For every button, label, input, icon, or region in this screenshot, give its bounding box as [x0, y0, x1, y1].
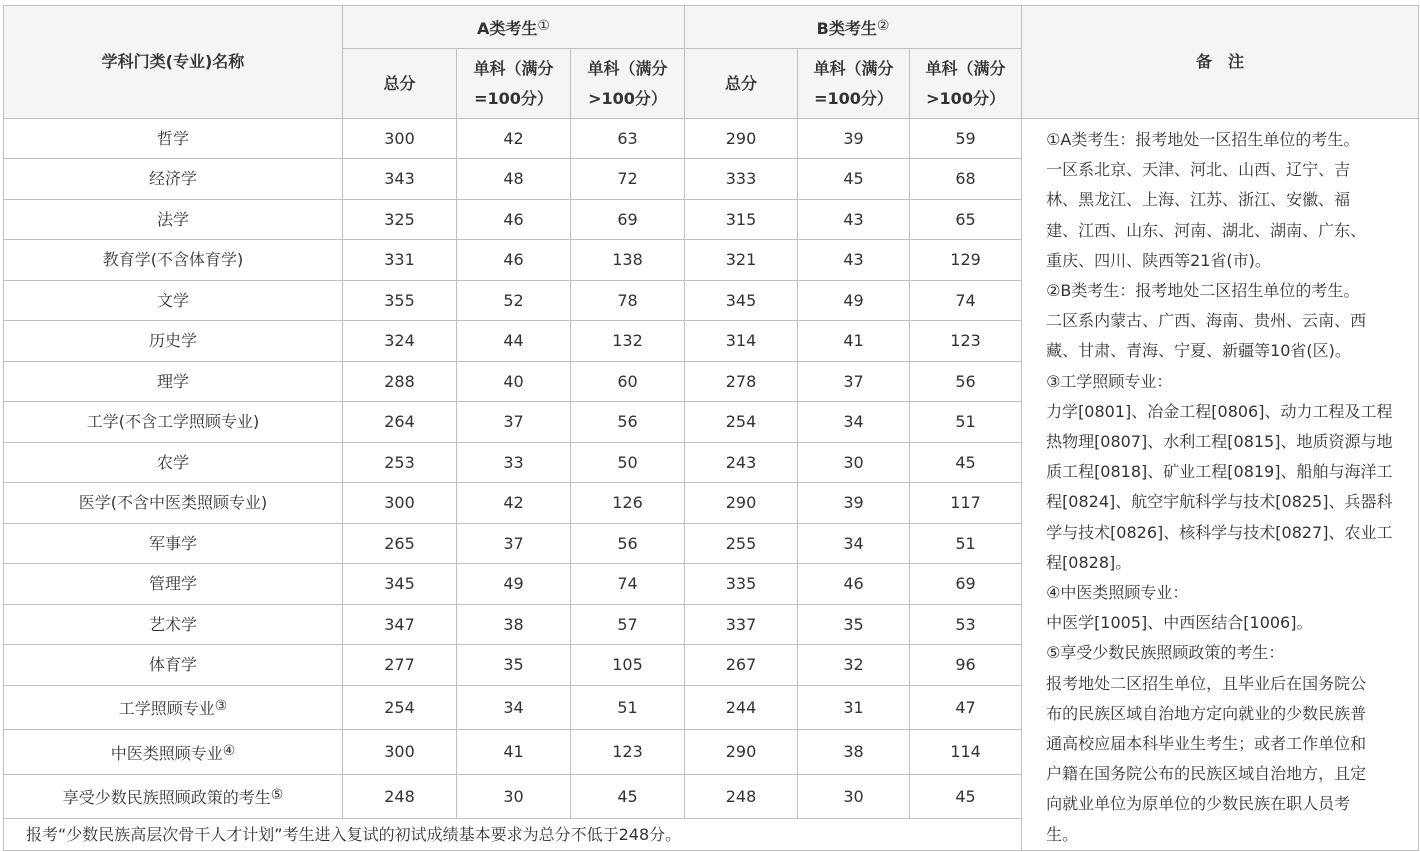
- score-a-s100: 34: [457, 685, 571, 730]
- subject-name-text: 哲学: [156, 128, 189, 148]
- remark-line: 重庆、四川、陕西等21省(市)。: [1046, 250, 1271, 270]
- subject-name: [4, 119, 343, 159]
- remarks-cell: [1022, 119, 1419, 851]
- header-a-single-100: 单科（满分 =100分）: [457, 49, 571, 119]
- score-a-total: 355: [343, 280, 457, 320]
- score-b-s100: 30: [798, 442, 910, 482]
- score-b-total: 243: [685, 442, 798, 482]
- score-b-s100: 37: [798, 361, 910, 401]
- score-a-sover: 56: [571, 523, 685, 563]
- remark-line: 户籍在国务院公布的民族区域自治地方，且定: [1046, 764, 1367, 784]
- score-a-total: 325: [343, 199, 457, 239]
- remark-line: 程[0824]、航空宇航科学与技术[0825]、兵器科: [1046, 492, 1393, 512]
- score-a-total: 254: [343, 685, 457, 730]
- score-b-sover: 96: [910, 645, 1022, 685]
- score-a-sover: 63: [571, 119, 685, 159]
- score-b-total: 290: [685, 483, 798, 523]
- footnote-mark: ④: [222, 742, 236, 759]
- footnote-mark: ⑤: [270, 787, 284, 804]
- remark-line: 二区系内蒙古、广西、海南、贵州、云南、西: [1046, 311, 1367, 331]
- table-body: [4, 119, 1419, 851]
- score-a-sover: 138: [571, 240, 685, 280]
- subject-name: [4, 730, 343, 775]
- footnote-mark: ③: [214, 698, 228, 715]
- subject-name: [4, 361, 343, 401]
- score-b-total: 335: [685, 564, 798, 604]
- score-b-total: 290: [685, 119, 798, 159]
- subject-name-text: 工学(不含工学照顾专业): [86, 412, 260, 432]
- remark-line: 质工程[0818]、矿业工程[0819]、船舶与海洋工: [1046, 462, 1393, 482]
- score-a-s100: 30: [457, 774, 571, 819]
- score-b-total: 290: [685, 730, 798, 775]
- subject-name: [4, 159, 343, 199]
- score-b-s100: 32: [798, 645, 910, 685]
- score-b-sover: 47: [910, 685, 1022, 730]
- score-a-s100: 46: [457, 240, 571, 280]
- score-b-s100: 43: [798, 199, 910, 239]
- header-group-b: B类考生②: [685, 6, 1022, 49]
- header-subject: 学科门类(专业)名称: [4, 6, 343, 119]
- score-b-sover: 51: [910, 402, 1022, 442]
- remark-line: 林、黑龙江、上海、江苏、浙江、安徽、福: [1046, 190, 1351, 210]
- score-a-total: 331: [343, 240, 457, 280]
- header-remarks: 备 注: [1022, 6, 1419, 119]
- remark-line: 建、江西、山东、河南、湖北、湖南、广东、: [1046, 220, 1367, 240]
- score-a-total: 324: [343, 321, 457, 361]
- subject-name: [4, 321, 343, 361]
- score-b-sover: 59: [910, 119, 1022, 159]
- score-a-total: 300: [343, 119, 457, 159]
- score-b-total: 254: [685, 402, 798, 442]
- subject-name: [4, 564, 343, 604]
- header-group-a: A类考生①: [343, 6, 685, 49]
- score-b-sover: 68: [910, 159, 1022, 199]
- remark-line: 报考地处二区招生单位，且毕业后在国务院公: [1046, 673, 1367, 693]
- score-a-total: 264: [343, 402, 457, 442]
- subject-name-text: 农学: [156, 452, 189, 472]
- score-a-sover: 78: [571, 280, 685, 320]
- subject-name-text: 管理学: [148, 574, 197, 594]
- score-a-sover: 60: [571, 361, 685, 401]
- subject-name: [4, 523, 343, 563]
- score-b-sover: 51: [910, 523, 1022, 563]
- score-b-s100: 35: [798, 604, 910, 644]
- score-a-sover: 72: [571, 159, 685, 199]
- remark-line: 生。: [1046, 824, 1079, 844]
- score-a-total: 343: [343, 159, 457, 199]
- score-a-total: 300: [343, 483, 457, 523]
- score-b-total: 315: [685, 199, 798, 239]
- subject-name: [4, 483, 343, 523]
- subject-name-text: 文学: [156, 290, 189, 310]
- score-b-s100: 31: [798, 685, 910, 730]
- score-b-s100: 38: [798, 730, 910, 775]
- subject-name: [4, 774, 343, 819]
- subject-name-text: 享受少数民族照顾政策的考生: [62, 788, 271, 808]
- score-b-s100: 43: [798, 240, 910, 280]
- subject-name: [4, 645, 343, 685]
- score-b-sover: 69: [910, 564, 1022, 604]
- subject-name-text: 军事学: [148, 533, 197, 553]
- score-b-s100: 45: [798, 159, 910, 199]
- score-b-sover: 74: [910, 280, 1022, 320]
- subject-name-text: 艺术学: [148, 614, 197, 634]
- score-b-total: 267: [685, 645, 798, 685]
- remark-line: 程[0828]。: [1046, 552, 1132, 572]
- header-a-single-over: 单科（满分 >100分）: [571, 49, 685, 119]
- score-a-s100: 35: [457, 645, 571, 685]
- remark-line: 布的民族区域自治地方定向就业的少数民族普: [1046, 703, 1367, 723]
- subject-name-text: 教育学(不含体育学): [102, 250, 244, 270]
- remark-line: 力学[0801]、冶金工程[0806]、动力工程及工程: [1046, 401, 1393, 421]
- score-b-sover: 45: [910, 774, 1022, 819]
- score-a-sover: 56: [571, 402, 685, 442]
- subject-name-text: 经济学: [148, 169, 197, 189]
- remark-line: 通高校应届本科毕业生考生；或者工作单位和: [1046, 734, 1367, 754]
- subject-name-text: 法学: [156, 209, 189, 229]
- subject-name: [4, 199, 343, 239]
- score-a-s100: 48: [457, 159, 571, 199]
- score-a-sover: 126: [571, 483, 685, 523]
- score-b-sover: 123: [910, 321, 1022, 361]
- table-row: [4, 119, 1419, 159]
- score-a-s100: 40: [457, 361, 571, 401]
- score-a-sover: 45: [571, 774, 685, 819]
- score-b-sover: 56: [910, 361, 1022, 401]
- footer-note: 报考“少数民族高层次骨干人才计划”考生进入复试的初试成绩基本要求为总分不低于248分。: [4, 819, 1022, 851]
- remark-line: 学与技术[0826]、核科学与技术[0827]、农业工: [1046, 522, 1393, 542]
- subject-name: [4, 685, 343, 730]
- score-a-sover: 69: [571, 199, 685, 239]
- remark-line: 一区系北京、天津、河北、山西、辽宁、吉: [1046, 160, 1351, 180]
- score-a-total: 288: [343, 361, 457, 401]
- remark-line: 向就业单位为原单位的少数民族在职人员考: [1046, 794, 1351, 814]
- score-a-sover: 132: [571, 321, 685, 361]
- score-b-sover: 65: [910, 199, 1022, 239]
- score-a-total: 345: [343, 564, 457, 604]
- score-a-sover: 123: [571, 730, 685, 775]
- score-b-s100: 30: [798, 774, 910, 819]
- score-a-total: 300: [343, 730, 457, 775]
- remark-line: ⑤享受少数民族照顾政策的考生：: [1046, 643, 1285, 663]
- score-b-sover: 129: [910, 240, 1022, 280]
- remark-line: ①A类考生：报考地处一区招生单位的考生。: [1046, 130, 1360, 149]
- score-a-s100: 37: [457, 523, 571, 563]
- score-b-s100: 46: [798, 564, 910, 604]
- score-b-s100: 41: [798, 321, 910, 361]
- score-b-total: 345: [685, 280, 798, 320]
- score-b-total: 255: [685, 523, 798, 563]
- score-a-sover: 105: [571, 645, 685, 685]
- subject-name: [4, 402, 343, 442]
- score-a-s100: 46: [457, 199, 571, 239]
- header-a-total: 总分: [343, 49, 457, 119]
- remark-line: 中医学[1005]、中西医结合[1006]。: [1046, 613, 1313, 633]
- score-b-total: 248: [685, 774, 798, 819]
- subject-name: [4, 604, 343, 644]
- remark-line: ②B类考生：报考地处二区招生单位的考生。: [1046, 281, 1360, 301]
- subject-name-text: 体育学: [148, 655, 197, 675]
- score-a-total: 265: [343, 523, 457, 563]
- score-a-s100: 52: [457, 280, 571, 320]
- remark-line: ④中医类照顾专业：: [1046, 583, 1189, 603]
- score-a-sover: 51: [571, 685, 685, 730]
- remark-line: ③工学照顾专业：: [1046, 371, 1173, 391]
- remark-line: 藏、甘肃、青海、宁夏、新疆等10省(区)。: [1046, 341, 1351, 361]
- score-a-sover: 57: [571, 604, 685, 644]
- score-a-total: 248: [343, 774, 457, 819]
- score-a-s100: 44: [457, 321, 571, 361]
- score-b-total: 244: [685, 685, 798, 730]
- header-b-single-100: 单科（满分 =100分）: [798, 49, 910, 119]
- subject-name-text: 理学: [156, 371, 189, 391]
- score-a-total: 277: [343, 645, 457, 685]
- score-b-s100: 34: [798, 523, 910, 563]
- score-a-s100: 33: [457, 442, 571, 482]
- score-b-total: 337: [685, 604, 798, 644]
- score-a-s100: 42: [457, 483, 571, 523]
- score-b-sover: 53: [910, 604, 1022, 644]
- score-b-sover: 114: [910, 730, 1022, 775]
- score-a-total: 347: [343, 604, 457, 644]
- score-b-total: 321: [685, 240, 798, 280]
- score-b-sover: 117: [910, 483, 1022, 523]
- score-b-sover: 45: [910, 442, 1022, 482]
- score-a-s100: 37: [457, 402, 571, 442]
- subject-name-text: 工学照顾专业: [118, 699, 215, 719]
- score-b-total: 278: [685, 361, 798, 401]
- subject-name: [4, 442, 343, 482]
- score-table: [3, 5, 1419, 851]
- score-a-sover: 50: [571, 442, 685, 482]
- score-b-s100: 39: [798, 119, 910, 159]
- subject-name-text: 历史学: [148, 331, 197, 351]
- subject-name: [4, 280, 343, 320]
- score-b-total: 333: [685, 159, 798, 199]
- score-a-s100: 38: [457, 604, 571, 644]
- subject-name: [4, 240, 343, 280]
- score-a-total: 253: [343, 442, 457, 482]
- score-b-s100: 34: [798, 402, 910, 442]
- score-a-sover: 74: [571, 564, 685, 604]
- score-a-s100: 49: [457, 564, 571, 604]
- score-a-s100: 41: [457, 730, 571, 775]
- header-b-single-over: 单科（满分 >100分）: [910, 49, 1022, 119]
- score-b-s100: 39: [798, 483, 910, 523]
- score-b-total: 314: [685, 321, 798, 361]
- remark-line: 热物理[0807]、水利工程[0815]、地质资源与地: [1046, 432, 1393, 452]
- subject-name-text: 医学(不含中医类照顾专业): [78, 493, 268, 513]
- header-b-total: 总分: [685, 49, 798, 119]
- score-a-s100: 42: [457, 119, 571, 159]
- score-b-s100: 49: [798, 280, 910, 320]
- subject-name-text: 中医类照顾专业: [110, 743, 223, 763]
